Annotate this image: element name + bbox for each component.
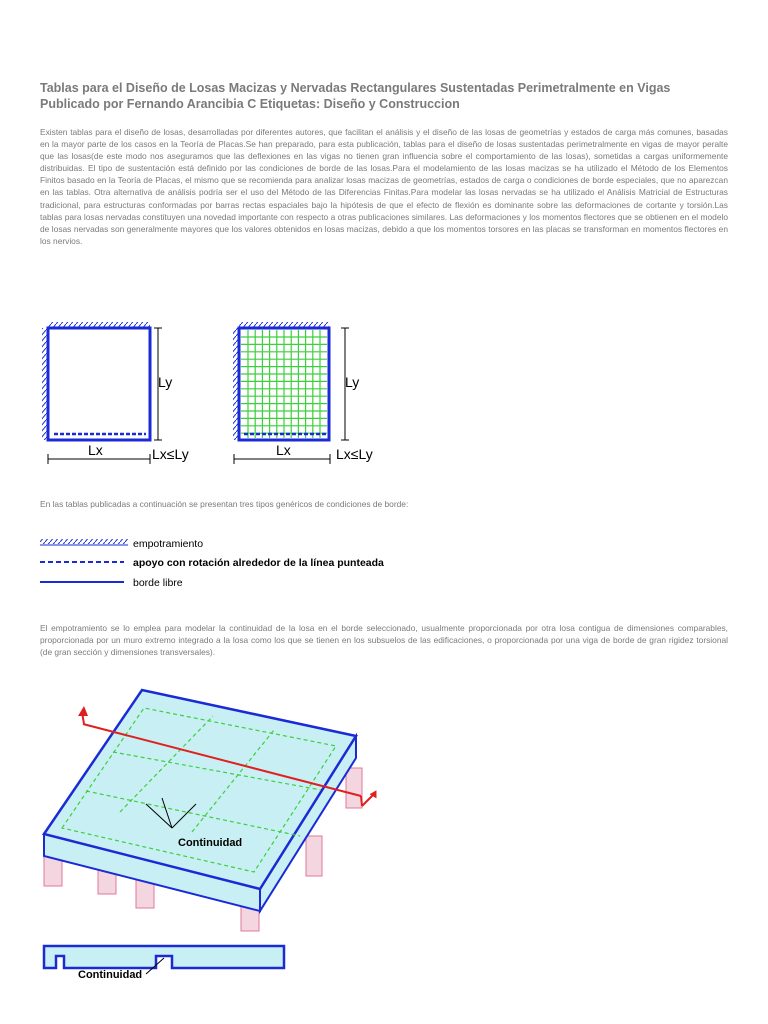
legend-apoyo: apoyo con rotación alrededor de la línea punteada bbox=[133, 557, 384, 569]
continuity-label-top: Continuidad bbox=[178, 837, 243, 849]
legend-symbols bbox=[40, 536, 140, 596]
conditions-intro: En las tablas publicadas a continuación se presentan tres tipos genéricos de condiciones de borde: bbox=[40, 499, 409, 509]
intro-paragraph: Existen tablas para el diseño de losas, desarrolladas por diferentes autores, que facilitan el análisis y el diseño de las losas de geometrías y estados de carga más comunes, basadas en la mayor parte de los casos en la Teoría de Placas.Se han preparado, para esta publicación, tablas para el diseño de losas sustentadas perimetralmente en vigas de mayor peralte que las losas(de este modo nos aseguramos que las deflexiones en las vigas no tienen gran influencia sobre el comportamiento de las losas), sometidas a cargas uniformemente distribuidas. El tipo de sustentación está definido por las condiciones de borde de las losas.Para el modelamiento de las losas macizas se ha utilizado el Método de los Elementos Finitos basado en la Teoría de Placas, el mismo que se recomienda para analizar losas macizas de geometrías, estados de carga o condiciones de borde especiales, que no aparezcan en las tablas. Otra alternativa de análisis podría ser el uso del Método de las Diferencias Finitas.Para modelar las losas nervadas se ha utilizado el Análisis Matricial de Estructuras tradicional, para estructuras conformadas por barras rectas espaciales bajo la hipótesis de que el efecto de flexión es dominante sobre las deformaciones de cortante y torsión.Las tablas para losas nervadas constituyen una novedad importante con respecto a otras publicaciones similares. Las deformaciones y los momentos flectores que se obtienen en el modelo de losas nervadas son generalmente mayores que los valores obtenidos en losas macizas, debido a que los momentos torsores en las placas se transforman en momentos flectores en los nervios. bbox=[40, 127, 728, 246]
page-title bbox=[40, 80, 740, 112]
title-line-2: Publicado por Fernando Arancibia C Etiquetas: Diseño y Construccion bbox=[40, 97, 460, 111]
legend-empotramiento: empotramiento bbox=[133, 538, 204, 550]
title-line-1: Tablas para el Diseño de Losas Macizas y Nervadas Rectangulares Sustentadas Perimetralmente en Vigas bbox=[40, 81, 671, 95]
ribbed-slab-diagram bbox=[233, 322, 373, 464]
legend-borde-libre: borde libre bbox=[133, 577, 183, 589]
slab-diagrams bbox=[36, 318, 456, 468]
ly-label-right: Ly bbox=[345, 374, 360, 390]
condition-label-left: Lx≤Ly bbox=[152, 446, 189, 462]
lx-label-left: Lx bbox=[88, 442, 103, 458]
lx-label-right: Lx bbox=[276, 442, 291, 458]
continuity-3d-diagram bbox=[36, 686, 396, 986]
empotramiento-paragraph: El empotramiento se lo emplea para modelar la continuidad de la losa en el borde seleccionado, usualmente proporcionada por otra losa contigua de dimensiones comparables, proporcionada por un muro extremo integrado a la losa como los que se tienen en los subsuelos de las edificaciones, o proporcionada por una viga de borde de gran rigidez torsional (de gran sección y dimensiones transversales). bbox=[40, 623, 728, 658]
continuity-label-bottom: Continuidad bbox=[78, 969, 143, 981]
solid-slab-diagram bbox=[42, 322, 189, 464]
ly-label-left: Ly bbox=[158, 374, 173, 390]
condition-label-right: Lx≤Ly bbox=[336, 446, 373, 462]
